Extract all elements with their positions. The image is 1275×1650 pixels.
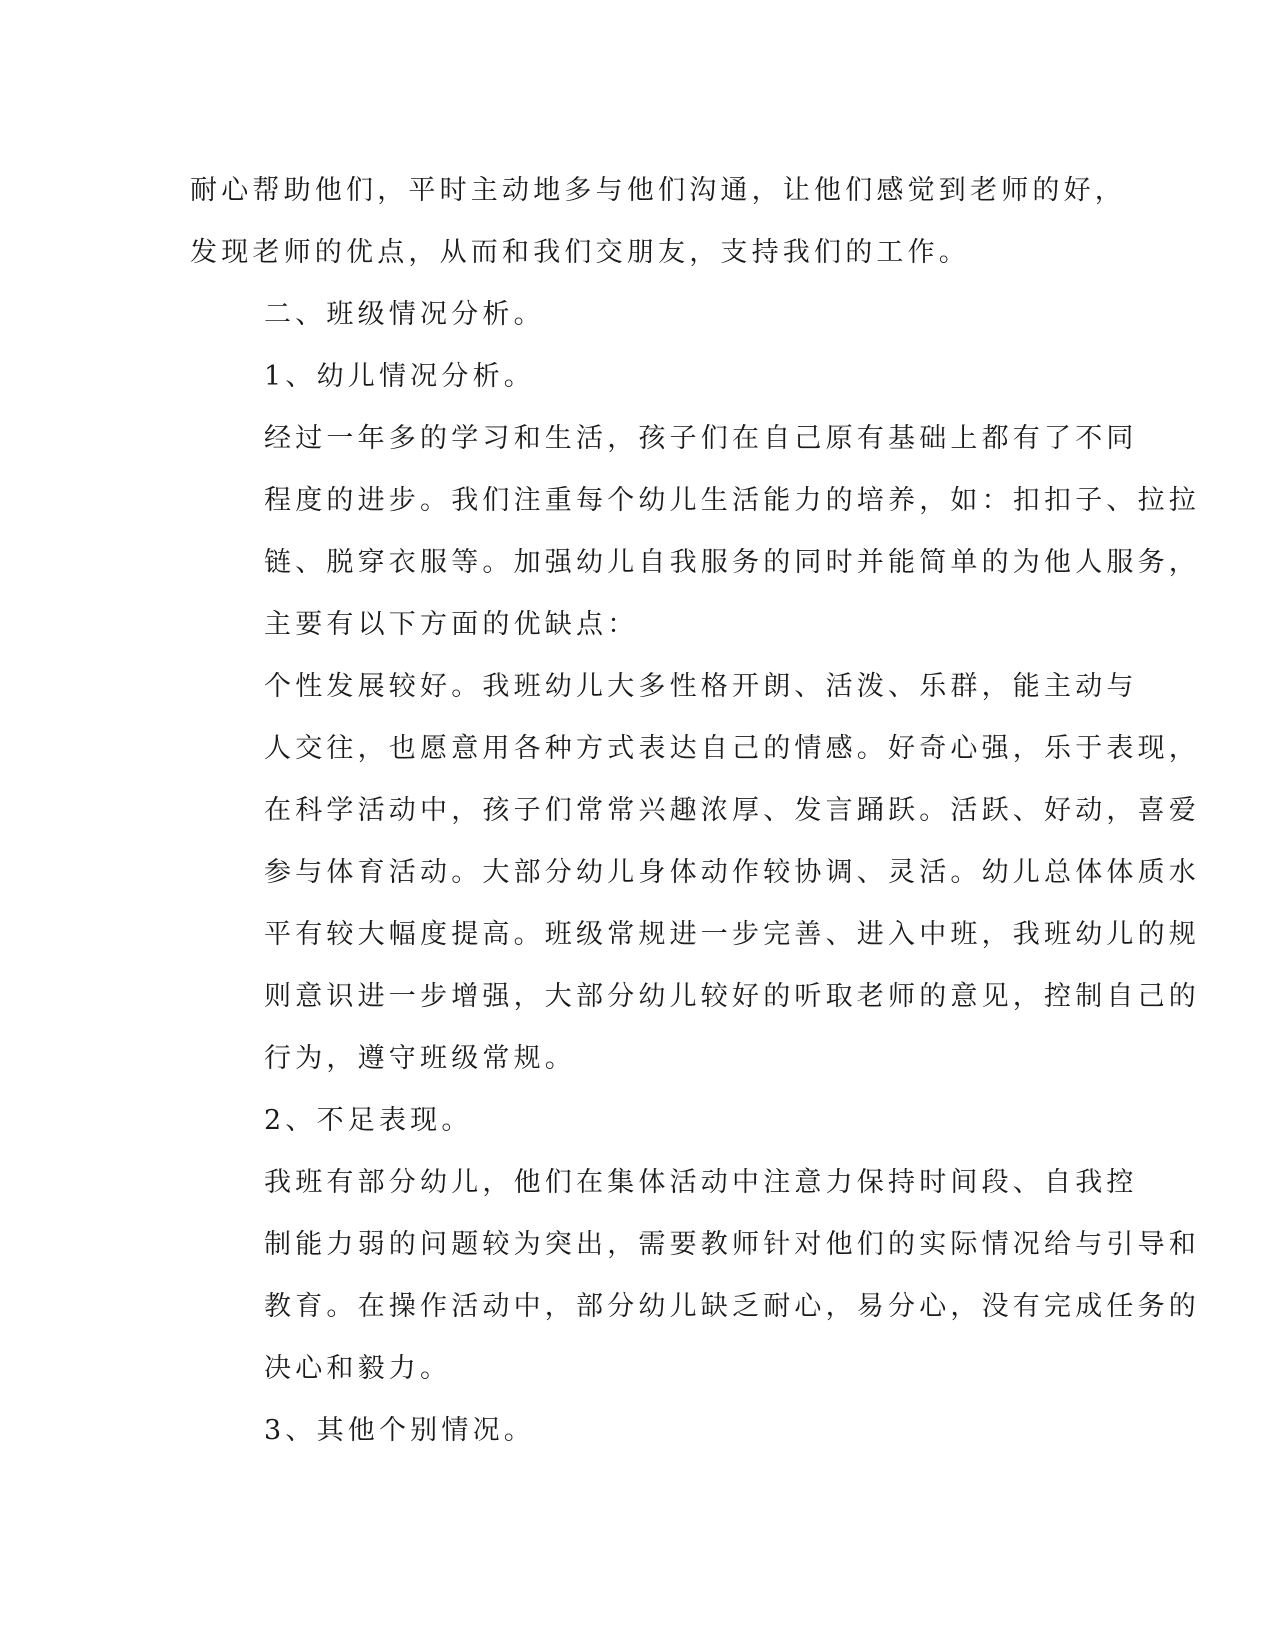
subsection-heading-other — [190, 1400, 1090, 1462]
subsection-heading-shortcomings — [190, 1090, 1090, 1152]
text-line: 程度的进步。我们注重每个幼儿生活能力的培养，如：扣扣子、拉拉 — [264, 485, 1200, 516]
text-line: 经过一年多的学习和生活，孩子们在自己原有基础上都有了不同 — [264, 423, 1138, 454]
text-line: 决心和毅力。 — [264, 1353, 452, 1384]
text-line: 教育。在操作活动中，部分幼儿缺乏耐心，易分心，没有完成任务的 — [264, 1291, 1200, 1322]
text-line: 主要有以下方面的优缺点： — [264, 609, 639, 640]
paragraph-progress — [190, 408, 1200, 656]
text-line: 人交往，也愿意用各种方式表达自己的情感。好奇心强，乐于表现， — [264, 733, 1200, 764]
text-line: 则意识进一步增强，大部分幼儿较好的听取老师的意见，控制自己的 — [264, 981, 1200, 1012]
text-line: 个性发展较好。我班幼儿大多性格开朗、活泼、乐群，能主动与 — [264, 671, 1138, 702]
text-line: 我班有部分幼儿，他们在集体活动中注意力保持时间段、自我控 — [264, 1167, 1138, 1198]
heading-text: 1、幼儿情况分析。 — [264, 361, 535, 392]
subsection-heading-child-analysis — [190, 346, 1090, 408]
text-line: 平有较大幅度提高。班级常规进一步完善、进入中班，我班幼儿的规 — [264, 919, 1200, 950]
text-line: 参与体育活动。大部分幼儿身体动作较协调、灵活。幼儿总体体质水 — [264, 857, 1200, 888]
document-body — [190, 160, 1200, 1462]
paragraph-intro — [190, 160, 1126, 284]
heading-text: 2、不足表现。 — [264, 1105, 473, 1136]
heading-text: 二、班级情况分析。 — [264, 299, 545, 330]
heading-text: 3、其他个别情况。 — [264, 1415, 535, 1446]
paragraph-personality — [190, 656, 1200, 1090]
text-line: 耐心帮助他们，平时主动地多与他们沟通，让他们感觉到老师的好， — [190, 175, 1126, 206]
text-line: 行为，遵守班级常规。 — [264, 1043, 576, 1074]
text-line: 链、脱穿衣服等。加强幼儿自我服务的同时并能简单的为他人服务， — [264, 547, 1200, 578]
text-line: 发现老师的优点，从而和我们交朋友，支持我们的工作。 — [190, 237, 970, 268]
section-heading-class-analysis — [190, 284, 1090, 346]
text-line: 在科学活动中，孩子们常常兴趣浓厚、发言踊跃。活跃、好动，喜爱 — [264, 795, 1200, 826]
text-line: 制能力弱的问题较为突出，需要教师针对他们的实际情况给与引导和 — [264, 1229, 1200, 1260]
paragraph-shortcomings — [190, 1152, 1200, 1400]
